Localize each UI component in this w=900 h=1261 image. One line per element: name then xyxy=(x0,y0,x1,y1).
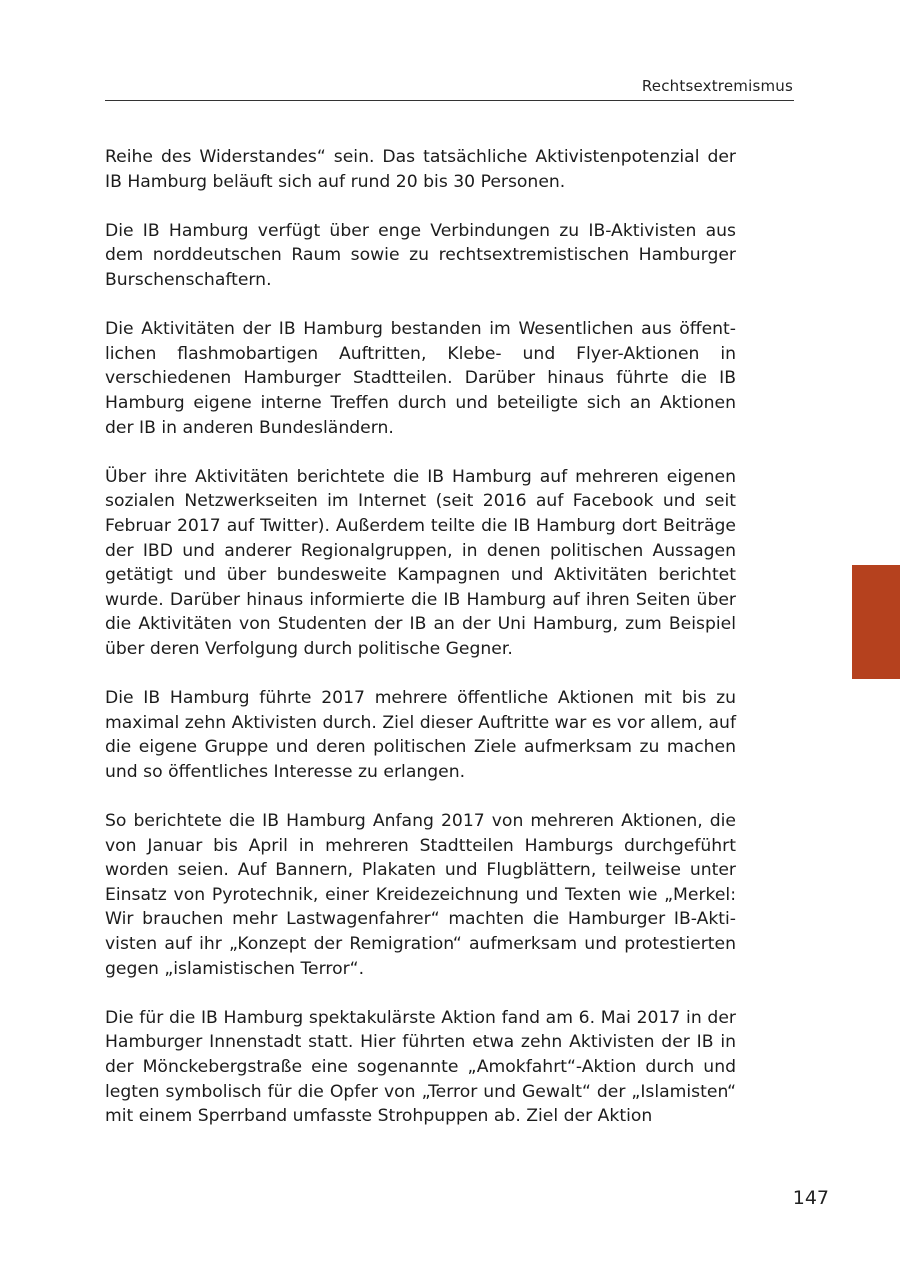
paragraph: Die für die IB Hamburg spektakulärste Aktion fand am 6. Mai 2017 in der Hamburger Innenstadt statt. Hier führten etwa zehn Aktivisten der IB in der Mönckebergstraße eine sogenannte „Amokfahrt“-Aktion durch und legten symbolisch für die Opfer von „Terror und Gewalt“ der „Islamisten“ mit einem Sperrband umfasste Strohpuppen ab. Ziel der Aktion xyxy=(105,1007,736,1127)
running-head: Rechtsextremismus xyxy=(641,77,793,95)
chapter-thumb-tab xyxy=(852,565,900,679)
paragraph: Reihe des Widerstandes“ sein. Das tatsächliche Aktivistenpotenzial der IB Hamburg beläuft sich auf rund 20 bis 30 Personen. xyxy=(105,147,736,192)
page-number: 147 xyxy=(792,1187,829,1209)
body-text xyxy=(105,145,736,1153)
paragraph: Die Aktivitäten der IB Hamburg bestanden im Wesentlichen aus öffentlichen flashmobartigen Auftritten, Klebe- und Flyer-Aktionen in verschiedenen Hamburger Stadtteilen. Darüber hinaus führte die IB Hamburg eigene interne Treffen durch und beteiligte sich an Aktionen der IB in anderen Bundesländern. xyxy=(105,319,736,438)
header-rule xyxy=(105,100,794,101)
paragraph: Über ihre Aktivitäten berichtete die IB Hamburg auf mehreren eigenen sozialen Netzwerkseiten im Internet (seit 2016 auf Facebook und seit Februar 2017 auf Twitter). Außerdem teilte die IB Hamburg dort Beiträge der IBD und anderer Regionalgruppen, in denen politischen Aussagen getätigt und über bundesweite Kampagnen und Aktivitäten berichtet wurde. Darüber hinaus informierte die IB Hamburg auf ihren Seiten über die Aktivitäten von Studenten der IB an der Uni Hamburg, zum Beispiel über deren Verfolgung durch politische Gegner. xyxy=(105,466,736,659)
paragraph: Die IB Hamburg verfügt über enge Verbindungen zu IB-Aktivisten aus dem norddeutschen Raum sowie zu rechtsextremistischen Hamburger Burschenschaftern. xyxy=(105,220,736,290)
paragraph: So berichtete die IB Hamburg Anfang 2017 von mehreren Aktionen, die von Januar bis April in mehreren Stadtteilen Hamburgs durchgeführt worden seien. Auf Bannern, Plakaten und Flugblättern, teilweise unter Einsatz von Pyrotechnik, einer Kreidezeichnung und Texten wie „Merkel: Wir brauchen mehr Lastwagenfahrer“ machten die Hamburger IB-Aktivisten auf ihr „Konzept der Remigration“ aufmerksam und protestierten gegen „islamistischen Terror“. xyxy=(105,811,736,979)
paragraph: Die IB Hamburg führte 2017 mehrere öffentliche Aktionen mit bis zu maximal zehn Aktivisten durch. Ziel dieser Auftritte war es vor allem, auf die eigene Gruppe und deren politischen Ziele aufmerksam zu machen und so öffentliches Interesse zu erlangen. xyxy=(105,688,736,782)
